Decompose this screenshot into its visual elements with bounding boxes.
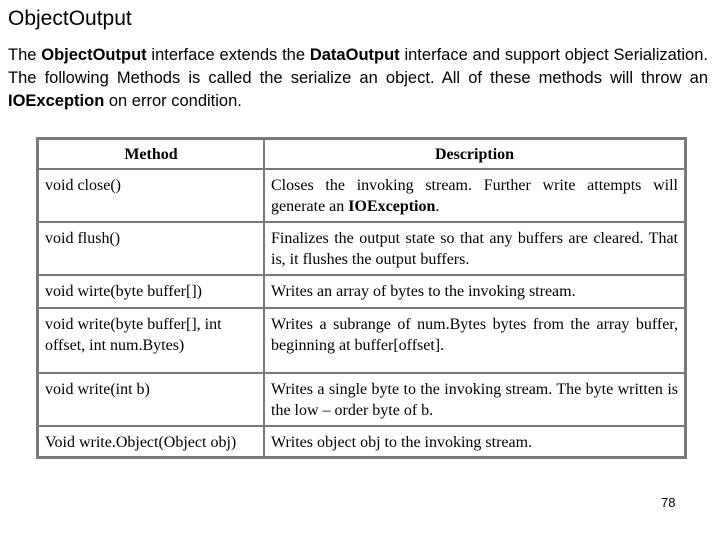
intro-bold-dataoutput: DataOutput xyxy=(309,46,400,64)
table-row xyxy=(38,275,685,308)
intro-text-2: interface extends the xyxy=(146,46,310,64)
description-cell xyxy=(264,275,685,308)
table-row xyxy=(38,308,685,373)
method-cell: void wirte(byte buffer[]) xyxy=(38,275,264,308)
method-cell: void flush() xyxy=(38,222,264,275)
description-text: Finalizes the output state so that any buffers are cleared. That is, it flushes the output buffers. xyxy=(271,230,678,268)
description-text: Writes a subrange of num.Bytes bytes from the array buffer, beginning at buffer[offset]. xyxy=(271,316,678,354)
method-cell: Void write.Object(Object obj) xyxy=(38,426,264,457)
header-method: Method xyxy=(38,139,264,169)
description-bold: IOException xyxy=(348,198,436,215)
description-text: Closes the invoking stream. Further write attempts will generate an xyxy=(271,177,678,215)
description-cell xyxy=(264,222,685,275)
page-number: 78 xyxy=(661,495,676,510)
methods-table xyxy=(36,137,687,459)
intro-bold-ioexception: IOException xyxy=(8,92,105,110)
intro-bold-objectoutput: ObjectOutput xyxy=(41,46,147,64)
description-cell xyxy=(264,373,685,426)
description-cell xyxy=(264,426,685,457)
intro-paragraph xyxy=(8,44,708,113)
method-cell: void write(int b) xyxy=(38,373,264,426)
page-title: ObjectOutput xyxy=(8,7,132,30)
intro-text-1: The xyxy=(8,46,42,64)
table-header-row xyxy=(38,139,685,169)
description-cell xyxy=(264,169,685,222)
description-text: Writes object obj to the invoking stream. xyxy=(271,434,533,451)
method-cell: void write(byte buffer[], int offset, int num.Bytes) xyxy=(38,308,264,373)
description-text-end: . xyxy=(435,198,440,215)
table-row xyxy=(38,169,685,222)
intro-text-4: on error condition. xyxy=(104,92,242,110)
header-description: Description xyxy=(264,139,685,169)
table-row xyxy=(38,222,685,275)
description-text: Writes a single byte to the invoking stream. The byte written is the low – order byte of b. xyxy=(271,381,678,419)
description-cell xyxy=(264,308,685,373)
intro-text-3: interface and support object Serialization. The following Methods is called the serialize an object. All of these methods will throw an xyxy=(8,46,708,87)
table-row xyxy=(38,426,685,457)
description-text: Writes an array of bytes to the invoking stream. xyxy=(271,283,576,300)
method-cell: void close() xyxy=(38,169,264,222)
table-row xyxy=(38,373,685,426)
